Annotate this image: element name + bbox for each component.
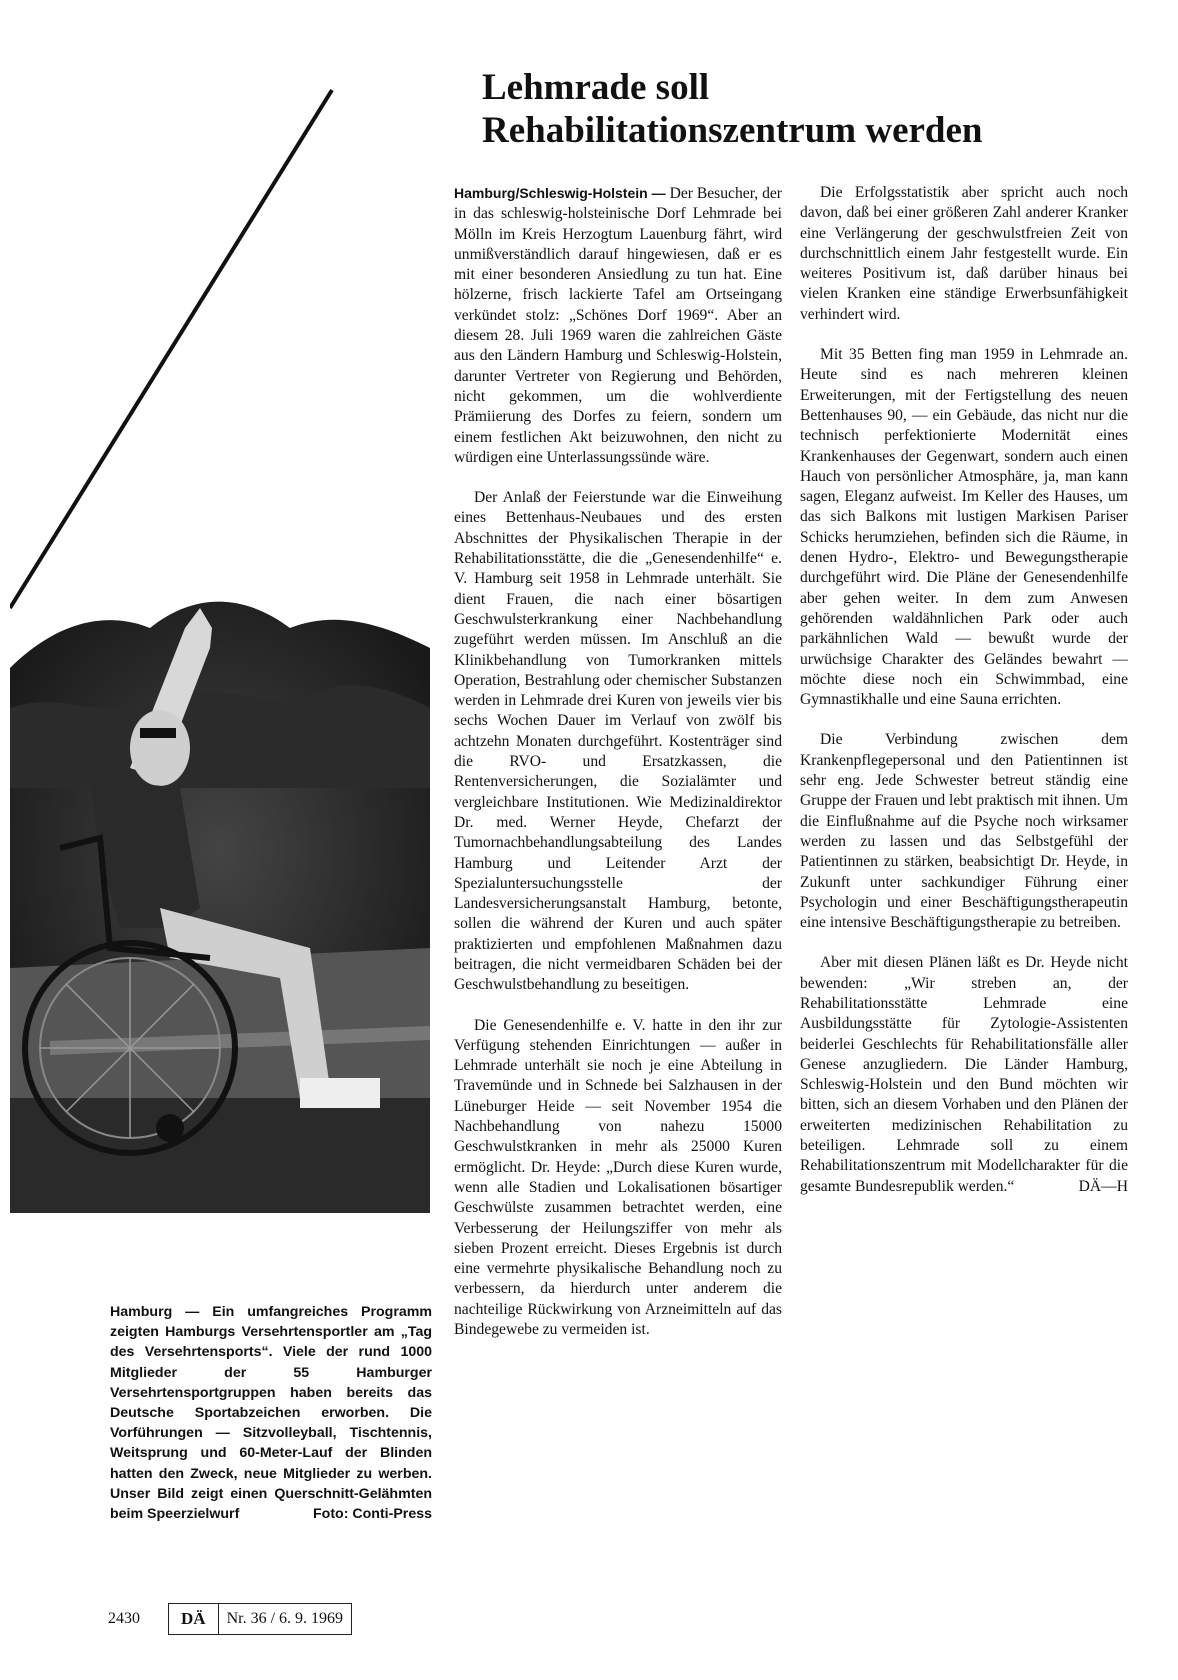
- photo-wheelchair-javelin-icon: [10, 88, 430, 1213]
- headline-line-1: Lehmrade soll: [482, 67, 710, 108]
- article-text: Aber mit diesen Plänen läßt es Dr. Heyde nicht bewenden: „Wir streben an, der Rehabilitationsstätte Lehmrade eine Ausbildungsstätte für Zytologie-Assistenten beiderlei Geschlechts für Rehabilitationsfälle aller Genese anzugliedern. Die Länder Hamburg, Schleswig-Holstein und den Bund möchten wir bitten, sich an diesem Vorhaben und den Plänen der erweiterten medizinischen Rehabilitation zu beteiligen. Lehmrade soll zu einem Rehabilitationszentrum mit Modellcharakter für die gesamte Bundesrepublik werden.“: [800, 954, 1128, 1195]
- issue-info: Nr. 36 / 6. 9. 1969: [226, 1610, 344, 1627]
- author-signature: DÄ—H: [1078, 1177, 1128, 1195]
- article-paragraph: Mit 35 Betten fing man 1959 in Lehmrade an. Heute sind es nach mehreren kleinen Erweiterungen, mit der Fertigstellung des neuen Bettenhauses 90, — ein Gebäude, das nicht nur die technisch perfektionierte Modernität eines Krankenhauses der Gegenwart, sondern auch einen Hauch von persönlicher Atmosphäre, ja, man kann sagen, Eleganz aufweist. Im Keller des Hauses, um das sich Balkons mit lustigen Markisen Pariser Schicks herumziehen, befinden sich die Räume, in denen Hydro-, Elektro- und Bewegungstherapie durchgeführt wird. Die Pläne der Genesendenhilfe aber gehen weiter. In dem zum Anwesen gehörenden waldähnlichen Park oder auch parkähnlichen Wald — bewußt wurde der urwüchsige Charakter des Geländes bewahrt — möchte diese noch ein Schwimmbad, eine Gymnastikhalle und eine Sauna errichten.: [800, 346, 1128, 709]
- photo-credit: Foto: Conti-Press: [312, 1506, 432, 1523]
- page-footer: [108, 1604, 352, 1634]
- article-paragraph: Die Genesendenhilfe e. V. hatte in den ihr zur Verfügung stehenden Einrichtungen — außer in Lehmrade unterhält sie noch je eine Abteilung in Travemünde und in Schnede bei Salzhausen in der Lüneburger Heide — seit November 1954 die Nachbehandlung von nahezu 15000 Geschwulstkranken in mehr als 25000 Kuren ermöglicht. Dr. Heyde: „Durch diese Kuren wurde, wenn alle Stadien und Lokalisationen bösartiger Geschwülste zusammen betrachtet werden, eine Verbesserung der Heilungsziffer von mehr als sieben Prozent erreicht. Dieses Ergebnis ist durch eine vermehrte physikalische Behandlung noch zu verbessern, da hierdurch unter anderem die nachteilige Rückwirkung von Arzneimitteln auf das Bindegewebe zu vermeiden ist.: [454, 1016, 782, 1339]
- article-column-1: [454, 183, 782, 1360]
- headline-line-2: Rehabilitationszentrum werden: [482, 110, 983, 151]
- page-number: 2430: [108, 1610, 140, 1627]
- photo-caption: [110, 1302, 432, 1524]
- article-paragraph: Die Verbindung zwischen dem Krankenpflegepersonal und den Patientinnen ist sehr eng. Jede Schwester betreut ständig eine Gruppe der Frauen und lebt praktisch mit ihnen. Um die Einflußnahme auf die Psyche noch wirksamer werden zu lassen und das Selbstgefühl der Patientinnen zu stärken, beabsichtigt Dr. Heyde, in Zukunft unter sachkundiger Führung einer Psychologin und einer Beschäftigungstherapeutin eine intensive Beschäftigungstherapie zu betreiben.: [800, 731, 1128, 932]
- headline: [482, 66, 1122, 152]
- article-text: Der Besucher, der in das schleswig-holsteinische Dorf Lehmrade bei Mölln im Kreis Herzogtum Lauenburg fährt, wird unmißverständlich darauf hingewiesen, daß er es mit einer besonderen Ansiedlung zu tun hat. Eine hölzerne, frisch lackierte Tafel am Ortseingang verkündet stolz: „Schönes Dorf 1969“. Aber an diesem 28. Juli 1969 waren die zahlreichen Gäste aus den Ländern Hamburg und Schleswig-Holstein, darunter Vertreter von Regierung und Behörden, nicht gekommen, um die wohlverdiente Prämiierung des Dorfes zu feiern, sondern um einem festlichen Akt beizuwohnen, den nicht zu würdigen eine Unterlassungssünde wäre.: [454, 185, 782, 466]
- article-paragraph: Die Erfolgsstatistik aber spricht auch noch davon, daß bei einer größeren Zahl anderer Kranker eine Verlängerung der geschwulstfreien Zeit von durchschnittlich einem Jahr festgestellt wurde. Ein weiteres Positivum ist, daß darüber hinaus bei vielen Kranken eine ständige Erwerbsunfähigkeit verhindert wird.: [800, 184, 1128, 323]
- photo: [10, 88, 430, 1213]
- article-column-2: [800, 183, 1128, 1217]
- issue-box: [168, 1603, 352, 1635]
- article-paragraph: [800, 953, 1128, 1197]
- article-paragraph: Der Anlaß der Feierstunde war die Einweihung eines Bettenhaus-Neubaues und des ersten Abschnittes der Physikalischen Therapie in der Rehabilitationsstätte, die die „Genesendenhilfe“ e. V. Hamburg seit 1958 in Lehmrade unterhält. Sie dient Frauen, die nach einer bösartigen Geschwulsterkrankung einer Nachbehandlung zugeführt werden müssen. Im Anschluß an die Klinikbehandlung von Tumorkranken mittels Operation, Bestrahlung oder chemischer Substanzen werden in Lehmrade drei Kuren von jeweils vier bis sechs Wochen Dauer im Verlauf von zwölf bis achtzehn Monaten durchgeführt. Kostenträger sind die RVO- und Ersatzkassen, die Rentenversicherungen, die Sozialämter und vergleichbare Institutionen. Wie Medizinaldirektor Dr. med. Werner Heyde, Chefarzt der Tumornachbehandlungsabteilung des Landes Hamburg und Leitender Arzt der Spezialuntersuchungsstelle der Landesversicherungsanstalt Hamburg, betonte, sollen die während der Kuren und auch später praktizierten und empfohlenen Maßnahmen dazu beitragen, die nicht vermeidbaren Schäden bei der Geschwulstbehandlung zu beseitigen.: [454, 489, 782, 994]
- caption-text: Hamburg — Ein umfangreiches Programm zeigten Hamburgs Versehrtensportler am „Tag des Versehrtensports“. Viele der rund 1000 Mitglieder der 55 Hamburger Versehrtensportgruppen haben bereits das Deutsche Sportabzeichen erworben. Die Vorführungen — Sitzvolleyball, Tischtennis, Weitsprung und 60-Meter-Lauf der Blinden hatten den Zweck, neue Mitglieder zu werben. Unser Bild zeigt einen Querschnitt-Gelähmten beim Speerzielwurf: [110, 1304, 432, 1523]
- article-paragraph: [454, 183, 782, 468]
- journal-logo: DÄ: [169, 1604, 219, 1634]
- dateline: Hamburg/Schleswig-Holstein —: [454, 185, 666, 201]
